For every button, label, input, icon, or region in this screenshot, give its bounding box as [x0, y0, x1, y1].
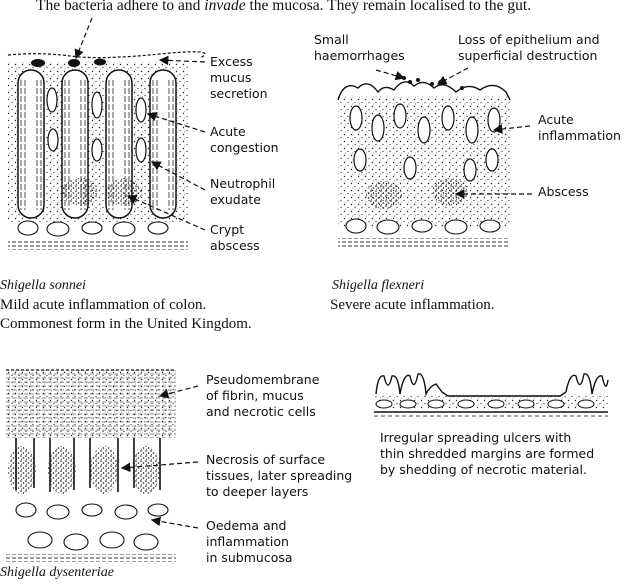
label-line: and necrotic cells	[206, 404, 316, 419]
top-sentence-part2: the mucosa. They remain localised to the gut.	[245, 0, 532, 14]
label-line: Neutrophil	[210, 176, 276, 191]
label-neutrophil-exudate	[210, 176, 275, 208]
label-line: Small	[314, 32, 349, 47]
species-flexneri: Shigella flexneri	[332, 278, 425, 293]
top-sentence-italic: invade	[204, 0, 246, 14]
caption-flexneri	[330, 296, 495, 315]
label-pseudomembrane	[206, 372, 319, 420]
label-line: Crypt	[210, 222, 245, 237]
label-line: tissues, later spreading	[206, 468, 353, 483]
label-line: mucus	[210, 70, 252, 85]
label-excess-mucus	[210, 54, 268, 102]
label-oedema	[206, 518, 293, 566]
caption-line: Mild acute inflammation of colon.	[0, 297, 207, 313]
species-dysenteriae: Shigella dysenteriae	[0, 565, 114, 580]
dysenteriae-drawing	[6, 370, 176, 562]
label-line: haemorrhages	[314, 48, 405, 63]
label-crypt-abscess	[210, 222, 260, 254]
label-line: Oedema and	[206, 518, 287, 533]
label-line: Loss of epithelium and	[458, 32, 600, 47]
label-loss-of-epithelium	[458, 32, 600, 64]
label-line: Acute	[210, 124, 246, 139]
label-line: Pseudomembrane	[206, 372, 320, 387]
caption-sonnei	[0, 296, 252, 334]
caption-ulcers	[380, 430, 594, 478]
label-line: inflammation	[206, 534, 289, 549]
label-necrosis	[206, 452, 352, 500]
label-small-haemorrhages	[314, 32, 405, 64]
label-line: superficial destruction	[458, 48, 598, 63]
label-line: Abscess	[538, 184, 589, 199]
caption-line: Irregular spreading ulcers with	[380, 430, 572, 445]
caption-line: thin shredded margins are formed	[380, 446, 595, 461]
label-abscess	[538, 184, 589, 200]
label-line: Excess	[210, 54, 253, 69]
label-line: Acute	[538, 112, 574, 127]
label-line: exudate	[210, 192, 261, 207]
species-sonnei: Shigella sonnei	[0, 278, 86, 293]
label-line: to deeper layers	[206, 484, 309, 499]
label-line: Necrosis of surface	[206, 452, 326, 467]
label-line: in submucosa	[206, 550, 293, 565]
caption-line: by shedding of necrotic material.	[380, 462, 587, 477]
label-line: of fibrin, mucus	[206, 388, 304, 403]
top-sentence-part1: The bacteria adhere to and	[36, 0, 205, 14]
label-line: congestion	[210, 140, 279, 155]
sonnei-drawing	[8, 52, 205, 250]
label-line: inflammation	[538, 128, 621, 143]
label-line: abscess	[210, 238, 260, 253]
label-acute-congestion	[210, 124, 279, 156]
ulcer-drawing	[374, 374, 608, 416]
label-line: secretion	[210, 86, 268, 101]
label-acute-inflammation	[538, 112, 621, 144]
caption-line: Commonest form in the United Kingdom.	[0, 316, 252, 332]
flexneri-drawing	[338, 76, 510, 248]
caption-line: Severe acute inflammation.	[330, 297, 495, 313]
